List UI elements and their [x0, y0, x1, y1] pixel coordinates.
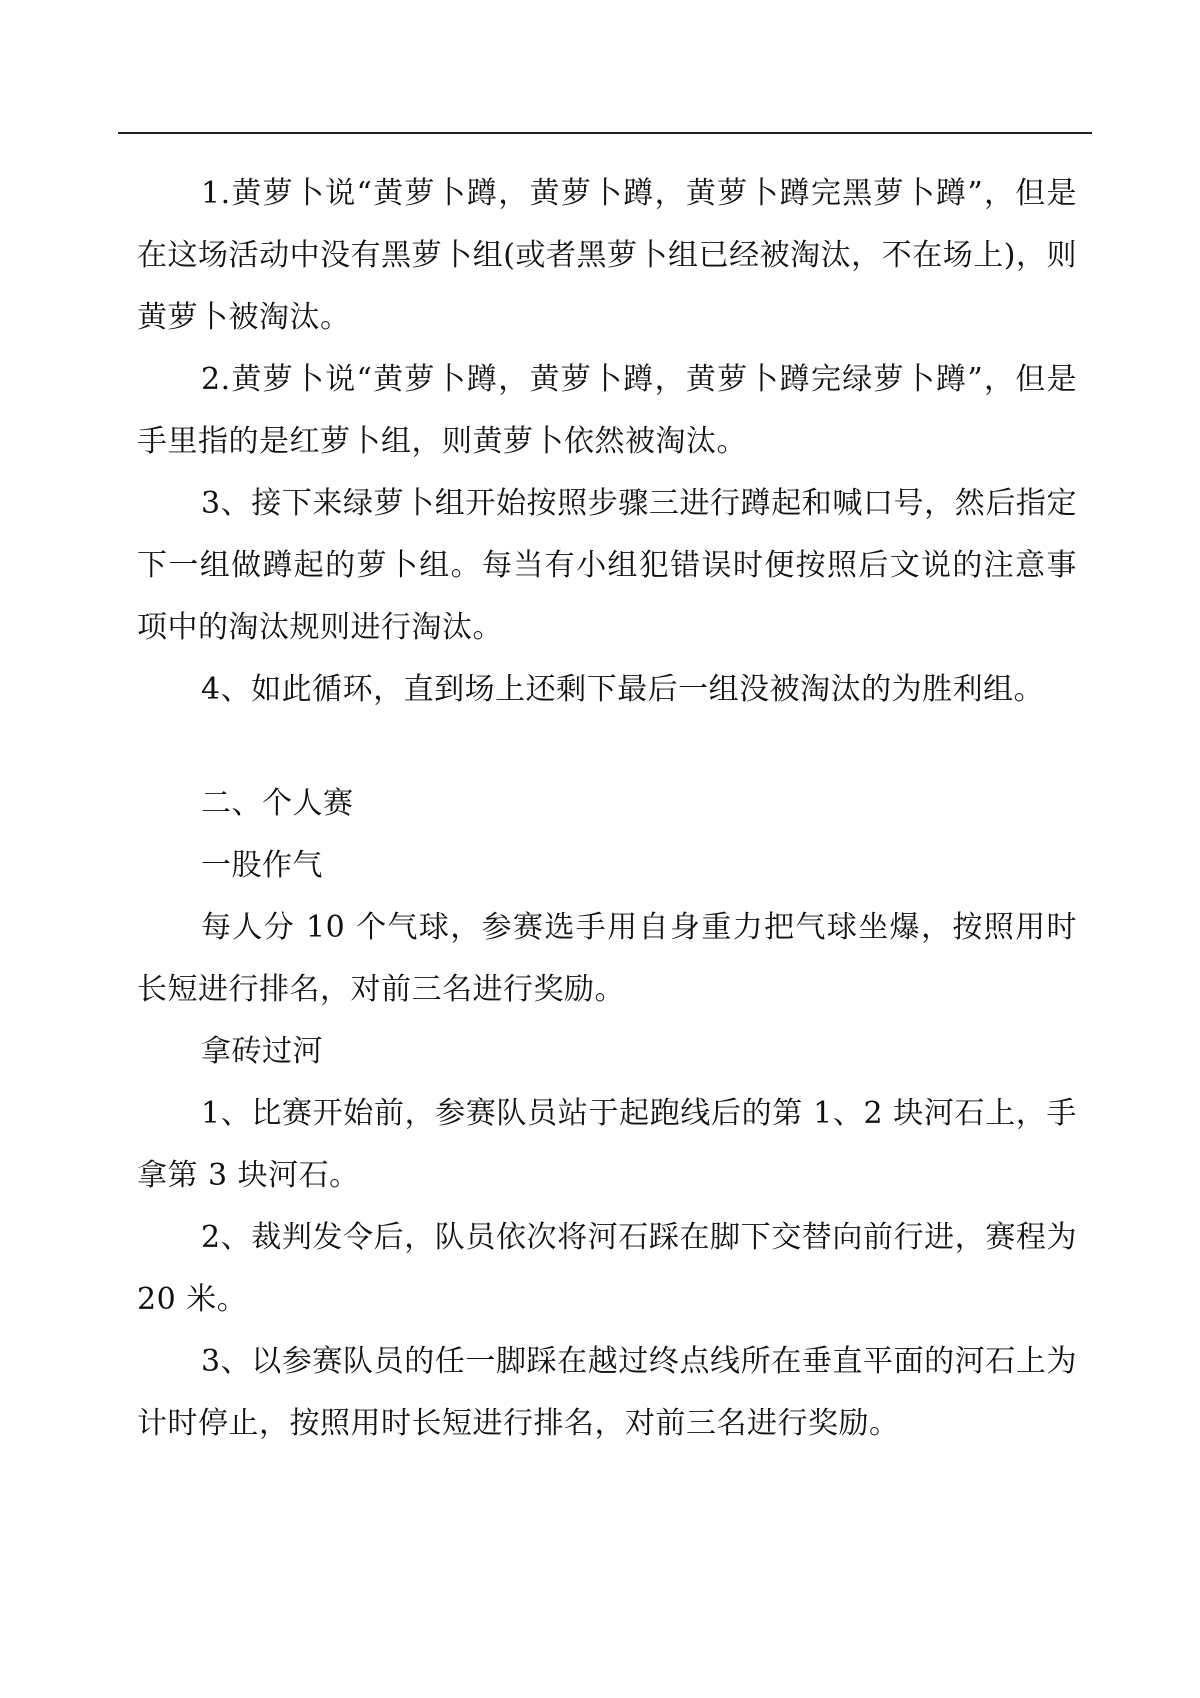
paragraph-rule-2: 2.黄萝卜说“黄萝卜蹲，黄萝卜蹲，黄萝卜蹲完绿萝卜蹲”，但是手里指的是红萝卜组，则黄萝卜依然被淘汰。 [137, 362, 1077, 459]
event-title-2: 拿砖过河 [201, 1034, 323, 1069]
event-description-1: 每人分 10 个气球，参赛选手用自身重力把气球坐爆，按照用时长短进行排名，对前三名进行奖励。 [137, 910, 1077, 1007]
section-heading: 二、个人赛 [201, 786, 354, 821]
event-rule-1: 1、比赛开始前，参赛队员站于起跑线后的第 1、2 块河石上，手拿第 3 块河石。 [137, 1096, 1077, 1193]
paragraph-rule-3: 3、接下来绿萝卜组开始按照步骤三进行蹲起和喊口号，然后指定下一组做蹲起的萝卜组。每当有小组犯错误时便按照后文说的注意事项中的淘汰规则进行淘汰。 [137, 486, 1077, 645]
header-rule [118, 132, 1092, 134]
event-rule-2: 2、裁判发令后，队员依次将河石踩在脚下交替向前行进，赛程为 20 米。 [137, 1220, 1077, 1317]
event-rule-3: 3、以参赛队员的任一脚踩在越过终点线所在垂直平面的河石上为计时停止，按照用时长短进行排名，对前三名进行奖励。 [137, 1344, 1077, 1441]
section-spacer [137, 721, 1077, 773]
paragraph-rule-1: 1.黄萝卜说“黄萝卜蹲，黄萝卜蹲，黄萝卜蹲完黑萝卜蹲”，但是在这场活动中没有黑萝卜组(或者黑萝卜组已经被淘汰，不在场上)，则黄萝卜被淘汰。 [137, 176, 1077, 335]
paragraph-rule-4: 4、如此循环，直到场上还剩下最后一组没被淘汰的为胜利组。 [201, 672, 1045, 707]
document-body [137, 163, 1077, 1455]
event-title-1: 一股作气 [201, 848, 323, 883]
